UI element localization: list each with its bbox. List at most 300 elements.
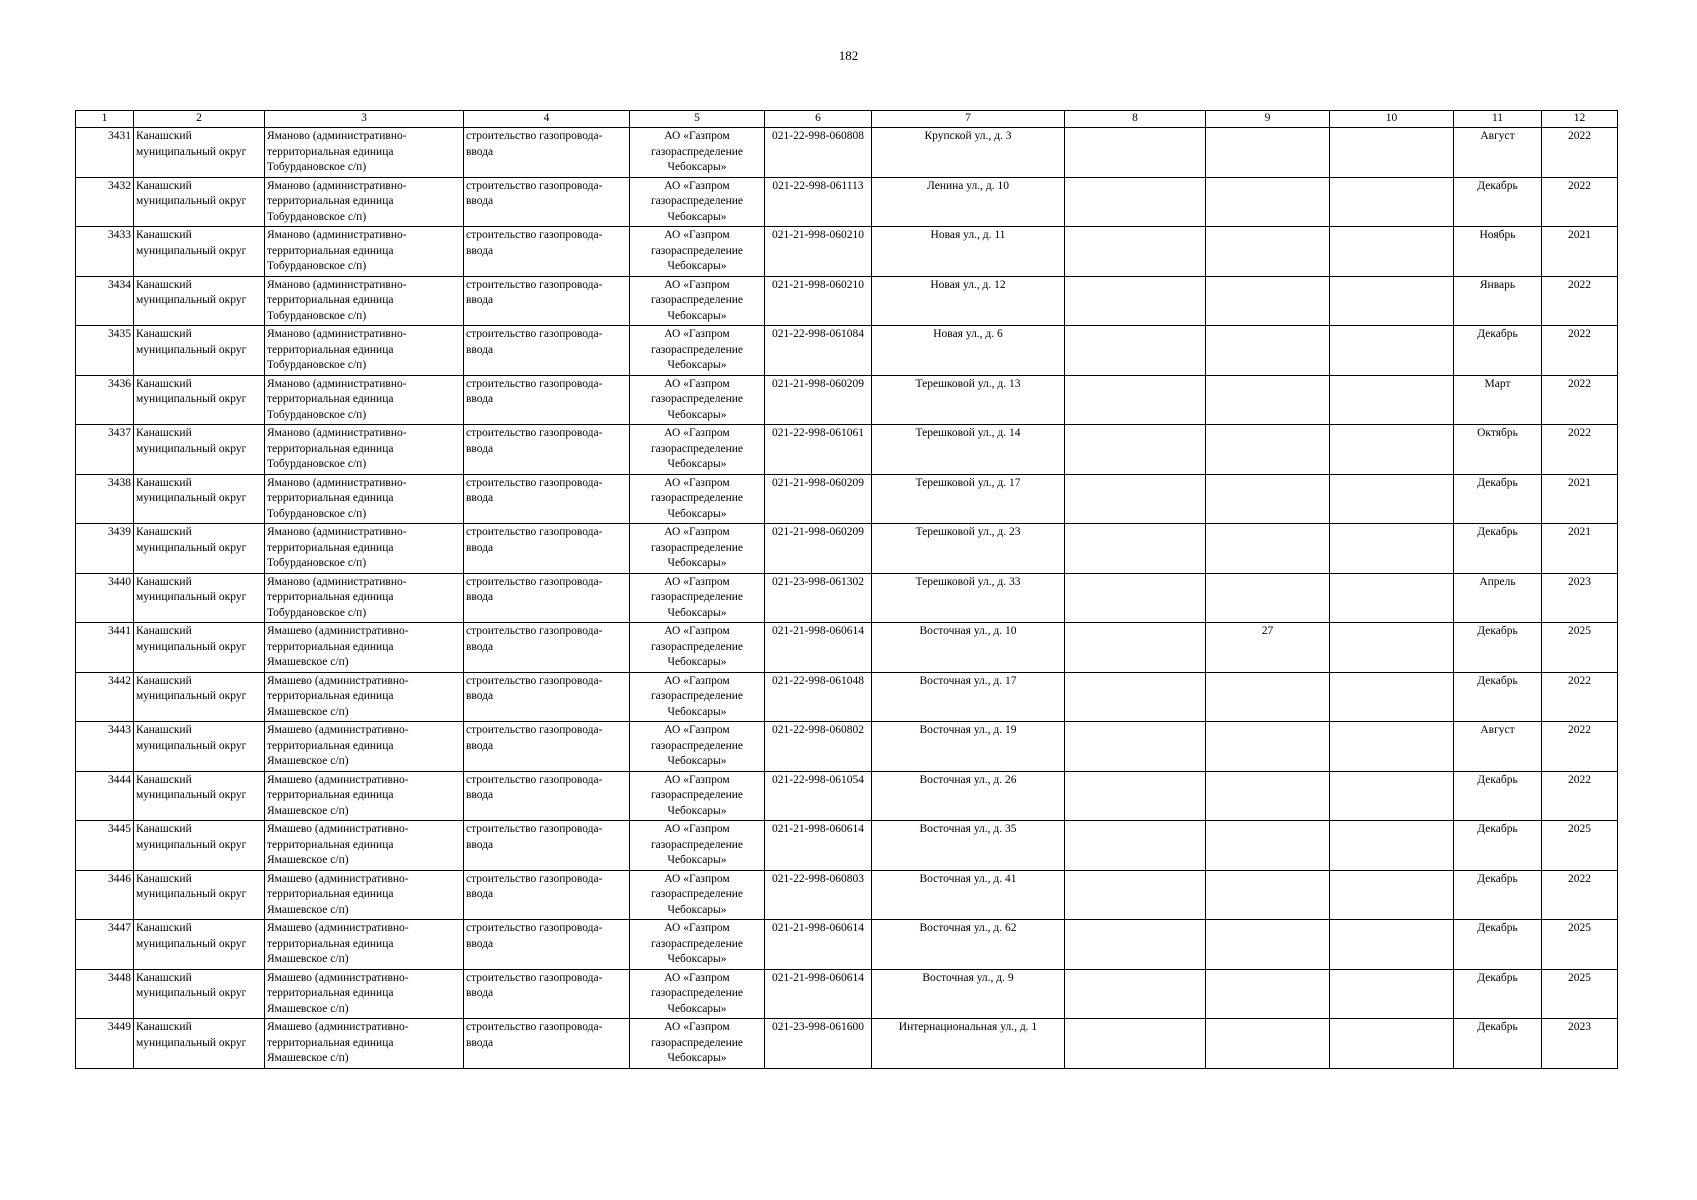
cell-work-type bbox=[464, 920, 630, 970]
cell-settlement-line: Тобурдановское с/п) bbox=[267, 408, 367, 421]
cell-work-type bbox=[464, 425, 630, 475]
cell-code: 021-22-998-061048 bbox=[765, 672, 872, 722]
cell-work-type bbox=[464, 722, 630, 772]
cell-organization-line: Чебоксары» bbox=[667, 359, 727, 371]
cell-settlement-line: Яманово (административно- bbox=[267, 575, 407, 588]
cell-organization-line: газораспределение bbox=[650, 393, 744, 405]
cell-organization-line: газораспределение bbox=[650, 690, 744, 702]
cell-col9 bbox=[1206, 969, 1330, 1019]
cell-settlement bbox=[265, 227, 464, 277]
column-header: 2 bbox=[134, 111, 265, 128]
cell-organization bbox=[630, 326, 765, 376]
table-row bbox=[76, 969, 1618, 1019]
column-header: 10 bbox=[1330, 111, 1454, 128]
cell-code: 021-22-998-061061 bbox=[765, 425, 872, 475]
cell-code: 021-22-998-060808 bbox=[765, 128, 872, 178]
cell-col9 bbox=[1206, 573, 1330, 623]
cell-settlement-line: Ямашевское с/п) bbox=[267, 903, 349, 916]
cell-district-line: муниципальный округ bbox=[136, 541, 247, 554]
cell-work-type-line: ввода bbox=[466, 541, 494, 554]
cell-settlement-line: Ямашево (административно- bbox=[267, 674, 409, 687]
cell-organization-line: АО «Газпром bbox=[664, 922, 730, 934]
cell-settlement bbox=[265, 722, 464, 772]
cell-col9 bbox=[1206, 177, 1330, 227]
cell-settlement bbox=[265, 474, 464, 524]
cell-col10 bbox=[1330, 177, 1454, 227]
cell-district bbox=[134, 375, 265, 425]
cell-col9: 27 bbox=[1206, 623, 1330, 673]
cell-number: 3437 bbox=[76, 425, 134, 475]
cell-settlement-line: Ямашевское с/п) bbox=[267, 755, 349, 767]
cell-month: Январь bbox=[1454, 276, 1542, 326]
cell-organization-line: АО «Газпром bbox=[664, 575, 730, 588]
cell-district-line: Канашский bbox=[136, 179, 192, 192]
cell-col10 bbox=[1330, 771, 1454, 821]
cell-settlement-line: Яманово (административно- bbox=[267, 328, 407, 340]
cell-district-line: муниципальный округ bbox=[136, 640, 247, 653]
cell-col10 bbox=[1330, 326, 1454, 376]
cell-work-type bbox=[464, 474, 630, 524]
cell-year: 2022 bbox=[1542, 722, 1618, 772]
cell-settlement bbox=[265, 276, 464, 326]
cell-district-line: муниципальный округ bbox=[136, 987, 247, 999]
table-row bbox=[76, 227, 1618, 277]
cell-work-type-line: строительство газопровода- bbox=[466, 823, 603, 835]
cell-organization-line: АО «Газпром bbox=[664, 377, 730, 390]
cell-organization-line: газораспределение bbox=[650, 1036, 744, 1049]
cell-col8 bbox=[1065, 920, 1206, 970]
cell-settlement-line: Яманово (административно- bbox=[267, 278, 407, 291]
cell-organization bbox=[630, 623, 765, 673]
cell-district-line: Канашский bbox=[136, 377, 192, 390]
cell-settlement-line: Ямашево (административно- bbox=[267, 625, 409, 637]
cell-month: Декабрь bbox=[1454, 474, 1542, 524]
cell-organization-line: Чебоксары» bbox=[667, 1002, 727, 1015]
cell-address: Восточная ул., д. 17 bbox=[872, 672, 1065, 722]
cell-district bbox=[134, 969, 265, 1019]
cell-month: Декабрь bbox=[1454, 969, 1542, 1019]
cell-organization-line: Чебоксары» bbox=[667, 804, 727, 817]
cell-organization-line: Чебоксары» bbox=[667, 309, 727, 322]
cell-district-line: муниципальный округ bbox=[136, 195, 247, 207]
table-row bbox=[76, 524, 1618, 574]
cell-settlement-line: Ямашево (административно- bbox=[267, 872, 409, 885]
cell-address: Восточная ул., д. 10 bbox=[872, 623, 1065, 673]
cell-number: 3436 bbox=[76, 375, 134, 425]
cell-settlement-line: Яманово (административно- bbox=[267, 130, 407, 142]
cell-col9 bbox=[1206, 524, 1330, 574]
cell-district-line: муниципальный округ bbox=[136, 244, 247, 257]
cell-work-type bbox=[464, 623, 630, 673]
cell-month: Декабрь bbox=[1454, 524, 1542, 574]
cell-settlement-line: Тобурдановское с/п) bbox=[267, 458, 367, 470]
cell-settlement-line: территориальная единица bbox=[267, 690, 394, 702]
cell-col9 bbox=[1206, 276, 1330, 326]
cell-work-type-line: ввода bbox=[466, 690, 494, 702]
cell-work-type bbox=[464, 177, 630, 227]
cell-address: Восточная ул., д. 26 bbox=[872, 771, 1065, 821]
cell-organization-line: АО «Газпром bbox=[664, 625, 730, 637]
column-header: 6 bbox=[765, 111, 872, 128]
cell-district bbox=[134, 821, 265, 871]
cell-address: Терешковой ул., д. 13 bbox=[872, 375, 1065, 425]
cell-work-type-line: ввода bbox=[466, 789, 494, 801]
cell-col9 bbox=[1206, 425, 1330, 475]
cell-address: Интернациональная ул., д. 1 bbox=[872, 1019, 1065, 1069]
cell-number: 3442 bbox=[76, 672, 134, 722]
cell-work-type-line: строительство газопровода- bbox=[466, 179, 603, 192]
cell-col10 bbox=[1330, 969, 1454, 1019]
cell-organization-line: газораспределение bbox=[650, 442, 744, 455]
cell-col8 bbox=[1065, 573, 1206, 623]
cell-col8 bbox=[1065, 771, 1206, 821]
cell-organization-line: АО «Газпром bbox=[664, 823, 730, 835]
cell-district bbox=[134, 474, 265, 524]
cell-work-type-line: ввода bbox=[466, 838, 494, 851]
table-row bbox=[76, 771, 1618, 821]
cell-settlement-line: Яманово (административно- bbox=[267, 427, 407, 439]
cell-district-line: Канашский bbox=[136, 922, 192, 934]
cell-code: 021-21-998-060614 bbox=[765, 920, 872, 970]
cell-col8 bbox=[1065, 128, 1206, 178]
cell-organization-line: газораспределение bbox=[650, 640, 744, 653]
cell-address: Новая ул., д. 12 bbox=[872, 276, 1065, 326]
table-row bbox=[76, 425, 1618, 475]
cell-organization-line: газораспределение bbox=[650, 343, 744, 356]
cell-settlement bbox=[265, 128, 464, 178]
cell-settlement bbox=[265, 920, 464, 970]
cell-code: 021-21-998-060614 bbox=[765, 969, 872, 1019]
cell-col10 bbox=[1330, 524, 1454, 574]
cell-number: 3444 bbox=[76, 771, 134, 821]
table-row bbox=[76, 623, 1618, 673]
cell-settlement bbox=[265, 969, 464, 1019]
cell-year: 2025 bbox=[1542, 920, 1618, 970]
cell-organization-line: Чебоксары» bbox=[667, 408, 727, 421]
cell-district-line: Канашский bbox=[136, 575, 192, 588]
cell-work-type-line: строительство газопровода- bbox=[466, 476, 603, 489]
cell-year: 2023 bbox=[1542, 573, 1618, 623]
cell-work-type-line: ввода bbox=[466, 937, 494, 950]
cell-code: 021-22-998-060802 bbox=[765, 722, 872, 772]
cell-organization-line: Чебоксары» bbox=[667, 260, 727, 272]
cell-organization-line: газораспределение bbox=[650, 244, 744, 257]
cell-settlement bbox=[265, 573, 464, 623]
cell-district-line: муниципальный округ bbox=[136, 888, 247, 900]
cell-number: 3440 bbox=[76, 573, 134, 623]
column-header: 8 bbox=[1065, 111, 1206, 128]
cell-organization-line: газораспределение bbox=[650, 591, 744, 603]
cell-code: 021-21-998-060210 bbox=[765, 227, 872, 277]
cell-address: Терешковой ул., д. 33 bbox=[872, 573, 1065, 623]
cell-settlement-line: Ямашевское с/п) bbox=[267, 804, 349, 817]
cell-settlement-line: территориальная единица bbox=[267, 1036, 394, 1049]
cell-settlement-line: территориальная единица bbox=[267, 442, 394, 455]
cell-district-line: Канашский bbox=[136, 328, 192, 340]
cell-organization-line: Чебоксары» bbox=[667, 606, 727, 619]
cell-district bbox=[134, 227, 265, 277]
cell-settlement-line: территориальная единица bbox=[267, 789, 394, 801]
cell-district-line: муниципальный округ bbox=[136, 145, 247, 158]
cell-settlement-line: территориальная единица bbox=[267, 343, 394, 356]
cell-district-line: Канашский bbox=[136, 872, 192, 885]
cell-year: 2021 bbox=[1542, 524, 1618, 574]
cell-year: 2022 bbox=[1542, 128, 1618, 178]
cell-year: 2022 bbox=[1542, 375, 1618, 425]
cell-code: 021-22-998-061084 bbox=[765, 326, 872, 376]
cell-year: 2022 bbox=[1542, 771, 1618, 821]
cell-organization bbox=[630, 920, 765, 970]
cell-address: Крупской ул., д. 3 bbox=[872, 128, 1065, 178]
cell-month: Август bbox=[1454, 722, 1542, 772]
table-row bbox=[76, 1019, 1618, 1069]
cell-organization-line: Чебоксары» bbox=[667, 507, 727, 520]
cell-work-type bbox=[464, 128, 630, 178]
cell-settlement-line: территориальная единица bbox=[267, 937, 394, 950]
table-row bbox=[76, 128, 1618, 178]
cell-col8 bbox=[1065, 375, 1206, 425]
cell-district bbox=[134, 771, 265, 821]
cell-month: Декабрь bbox=[1454, 1019, 1542, 1069]
cell-address: Новая ул., д. 6 bbox=[872, 326, 1065, 376]
cell-organization-line: Чебоксары» bbox=[667, 755, 727, 767]
cell-organization-line: Чебоксары» bbox=[667, 656, 727, 668]
cell-col10 bbox=[1330, 920, 1454, 970]
cell-work-type-line: строительство газопровода- bbox=[466, 1021, 603, 1033]
cell-work-type bbox=[464, 326, 630, 376]
cell-organization-line: газораспределение bbox=[650, 789, 744, 801]
cell-organization-line: АО «Газпром bbox=[664, 278, 730, 291]
cell-district-line: Канашский bbox=[136, 674, 192, 687]
cell-settlement-line: Ямашевское с/п) bbox=[267, 1052, 349, 1064]
cell-year: 2022 bbox=[1542, 276, 1618, 326]
cell-district-line: Канашский bbox=[136, 625, 192, 637]
cell-district-line: муниципальный округ bbox=[136, 591, 247, 603]
cell-work-type-line: строительство газопровода- bbox=[466, 625, 603, 637]
cell-settlement bbox=[265, 1019, 464, 1069]
cell-work-type bbox=[464, 969, 630, 1019]
cell-organization-line: Чебоксары» bbox=[667, 210, 727, 223]
cell-address: Восточная ул., д. 62 bbox=[872, 920, 1065, 970]
cell-settlement-line: Яманово (административно- bbox=[267, 476, 407, 489]
cell-month: Декабрь bbox=[1454, 920, 1542, 970]
page-number: 182 bbox=[838, 48, 859, 63]
table-row bbox=[76, 920, 1618, 970]
cell-code: 021-22-998-060803 bbox=[765, 870, 872, 920]
cell-col8 bbox=[1065, 326, 1206, 376]
cell-work-type-line: ввода bbox=[466, 888, 494, 900]
cell-year: 2022 bbox=[1542, 326, 1618, 376]
cell-settlement-line: территориальная единица bbox=[267, 888, 394, 900]
cell-address: Восточная ул., д. 9 bbox=[872, 969, 1065, 1019]
cell-work-type bbox=[464, 771, 630, 821]
column-header: 11 bbox=[1454, 111, 1542, 128]
table-row bbox=[76, 474, 1618, 524]
cell-district bbox=[134, 920, 265, 970]
column-header: 7 bbox=[872, 111, 1065, 128]
column-header: 1 bbox=[76, 111, 134, 128]
cell-code: 021-23-998-061302 bbox=[765, 573, 872, 623]
cell-settlement-line: Ямашево (административно- bbox=[267, 773, 409, 786]
cell-work-type-line: ввода bbox=[466, 591, 494, 603]
cell-organization bbox=[630, 474, 765, 524]
cell-number: 3433 bbox=[76, 227, 134, 277]
cell-organization-line: АО «Газпром bbox=[664, 1021, 730, 1033]
table-row bbox=[76, 573, 1618, 623]
cell-settlement-line: Яманово (административно- bbox=[267, 526, 407, 538]
cell-col8 bbox=[1065, 623, 1206, 673]
cell-work-type-line: строительство газопровода- bbox=[466, 377, 603, 390]
cell-year: 2022 bbox=[1542, 870, 1618, 920]
cell-month: Август bbox=[1454, 128, 1542, 178]
cell-organization bbox=[630, 969, 765, 1019]
cell-settlement-line: Тобурдановское с/п) bbox=[267, 161, 367, 173]
cell-month: Декабрь bbox=[1454, 821, 1542, 871]
cell-settlement-line: территориальная единица bbox=[267, 492, 394, 504]
cell-month: Ноябрь bbox=[1454, 227, 1542, 277]
cell-district bbox=[134, 1019, 265, 1069]
column-header: 3 bbox=[265, 111, 464, 128]
cell-month: Март bbox=[1454, 375, 1542, 425]
cell-year: 2021 bbox=[1542, 474, 1618, 524]
cell-settlement-line: Яманово (административно- bbox=[267, 179, 407, 192]
cell-work-type-line: строительство газопровода- bbox=[466, 328, 603, 340]
cell-settlement-line: Ямашевское с/п) bbox=[267, 854, 349, 866]
cell-settlement-line: территориальная единица bbox=[267, 541, 394, 554]
cell-work-type-line: строительство газопровода- bbox=[466, 971, 603, 984]
cell-col10 bbox=[1330, 375, 1454, 425]
cell-organization-line: АО «Газпром bbox=[664, 130, 730, 142]
cell-col8 bbox=[1065, 722, 1206, 772]
cell-work-type-line: строительство газопровода- bbox=[466, 773, 603, 786]
cell-col9 bbox=[1206, 722, 1330, 772]
cell-work-type bbox=[464, 375, 630, 425]
cell-col9 bbox=[1206, 920, 1330, 970]
cell-month: Апрель bbox=[1454, 573, 1542, 623]
cell-work-type-line: ввода bbox=[466, 987, 494, 999]
cell-code: 021-21-998-060614 bbox=[765, 821, 872, 871]
table-row bbox=[76, 870, 1618, 920]
cell-number: 3431 bbox=[76, 128, 134, 178]
cell-settlement-line: территориальная единица bbox=[267, 244, 394, 257]
cell-district-line: Канашский bbox=[136, 823, 192, 835]
cell-organization-line: АО «Газпром bbox=[664, 328, 730, 340]
cell-organization-line: АО «Газпром bbox=[664, 229, 730, 241]
cell-organization bbox=[630, 722, 765, 772]
cell-district-line: муниципальный округ bbox=[136, 690, 247, 702]
cell-work-type bbox=[464, 870, 630, 920]
cell-year: 2022 bbox=[1542, 672, 1618, 722]
cell-work-type-line: строительство газопровода- bbox=[466, 724, 603, 736]
cell-col9 bbox=[1206, 771, 1330, 821]
cell-address: Восточная ул., д. 41 bbox=[872, 870, 1065, 920]
cell-settlement-line: территориальная единица bbox=[267, 145, 394, 158]
cell-district-line: муниципальный округ bbox=[136, 1036, 247, 1049]
column-header: 12 bbox=[1542, 111, 1618, 128]
cell-settlement-line: Ямашевское с/п) bbox=[267, 953, 349, 965]
cell-district-line: муниципальный округ bbox=[136, 789, 247, 801]
cell-number: 3438 bbox=[76, 474, 134, 524]
cell-month: Декабрь bbox=[1454, 623, 1542, 673]
cell-code: 021-22-998-061113 bbox=[765, 177, 872, 227]
cell-settlement bbox=[265, 623, 464, 673]
cell-settlement-line: Тобурдановское с/п) bbox=[267, 507, 367, 520]
cell-work-type-line: строительство газопровода- bbox=[466, 278, 603, 291]
cell-organization bbox=[630, 573, 765, 623]
cell-district-line: муниципальный округ bbox=[136, 492, 247, 504]
cell-number: 3434 bbox=[76, 276, 134, 326]
cell-organization bbox=[630, 375, 765, 425]
cell-col9 bbox=[1206, 821, 1330, 871]
cell-code: 021-21-998-060614 bbox=[765, 623, 872, 673]
cell-work-type-line: ввода bbox=[466, 195, 494, 207]
table-body bbox=[76, 128, 1618, 1069]
cell-number: 3441 bbox=[76, 623, 134, 673]
cell-settlement-line: Ямашево (административно- bbox=[267, 922, 409, 934]
cell-col8 bbox=[1065, 870, 1206, 920]
cell-col10 bbox=[1330, 425, 1454, 475]
cell-settlement-line: территориальная единица bbox=[267, 640, 394, 653]
cell-settlement-line: Тобурдановское с/п) bbox=[267, 606, 367, 619]
cell-work-type-line: ввода bbox=[466, 343, 494, 356]
cell-organization-line: АО «Газпром bbox=[664, 971, 730, 984]
cell-col10 bbox=[1330, 128, 1454, 178]
cell-district bbox=[134, 573, 265, 623]
cell-col9 bbox=[1206, 128, 1330, 178]
cell-organization-line: Чебоксары» bbox=[667, 953, 727, 965]
cell-organization bbox=[630, 128, 765, 178]
cell-work-type-line: ввода bbox=[466, 145, 494, 158]
cell-settlement bbox=[265, 821, 464, 871]
cell-col8 bbox=[1065, 821, 1206, 871]
cell-work-type bbox=[464, 573, 630, 623]
cell-work-type-line: ввода bbox=[466, 294, 494, 306]
cell-work-type-line: ввода bbox=[466, 640, 494, 653]
cell-year: 2025 bbox=[1542, 969, 1618, 1019]
cell-col8 bbox=[1065, 177, 1206, 227]
cell-col10 bbox=[1330, 821, 1454, 871]
cell-col10 bbox=[1330, 227, 1454, 277]
cell-work-type bbox=[464, 672, 630, 722]
cell-organization-line: АО «Газпром bbox=[664, 427, 730, 439]
cell-district bbox=[134, 177, 265, 227]
cell-organization-line: АО «Газпром bbox=[664, 872, 730, 885]
cell-district bbox=[134, 623, 265, 673]
cell-address: Ленина ул., д. 10 bbox=[872, 177, 1065, 227]
cell-organization-line: газораспределение bbox=[650, 739, 744, 752]
cell-year: 2022 bbox=[1542, 425, 1618, 475]
cell-col10 bbox=[1330, 722, 1454, 772]
cell-settlement-line: Ямашевское с/п) bbox=[267, 1002, 349, 1015]
cell-organization-line: АО «Газпром bbox=[664, 179, 730, 192]
cell-year: 2025 bbox=[1542, 623, 1618, 673]
table-row bbox=[76, 177, 1618, 227]
cell-settlement-line: Тобурдановское с/п) bbox=[267, 309, 367, 322]
cell-number: 3446 bbox=[76, 870, 134, 920]
table-row bbox=[76, 375, 1618, 425]
cell-district-line: муниципальный округ bbox=[136, 294, 247, 306]
cell-number: 3447 bbox=[76, 920, 134, 970]
cell-settlement-line: Тобурдановское с/п) bbox=[267, 557, 367, 569]
cell-month: Декабрь bbox=[1454, 177, 1542, 227]
cell-number: 3445 bbox=[76, 821, 134, 871]
cell-organization-line: Чебоксары» bbox=[667, 1052, 727, 1064]
cell-col10 bbox=[1330, 672, 1454, 722]
cell-col8 bbox=[1065, 227, 1206, 277]
cell-col10 bbox=[1330, 1019, 1454, 1069]
cell-number: 3448 bbox=[76, 969, 134, 1019]
cell-organization bbox=[630, 276, 765, 326]
